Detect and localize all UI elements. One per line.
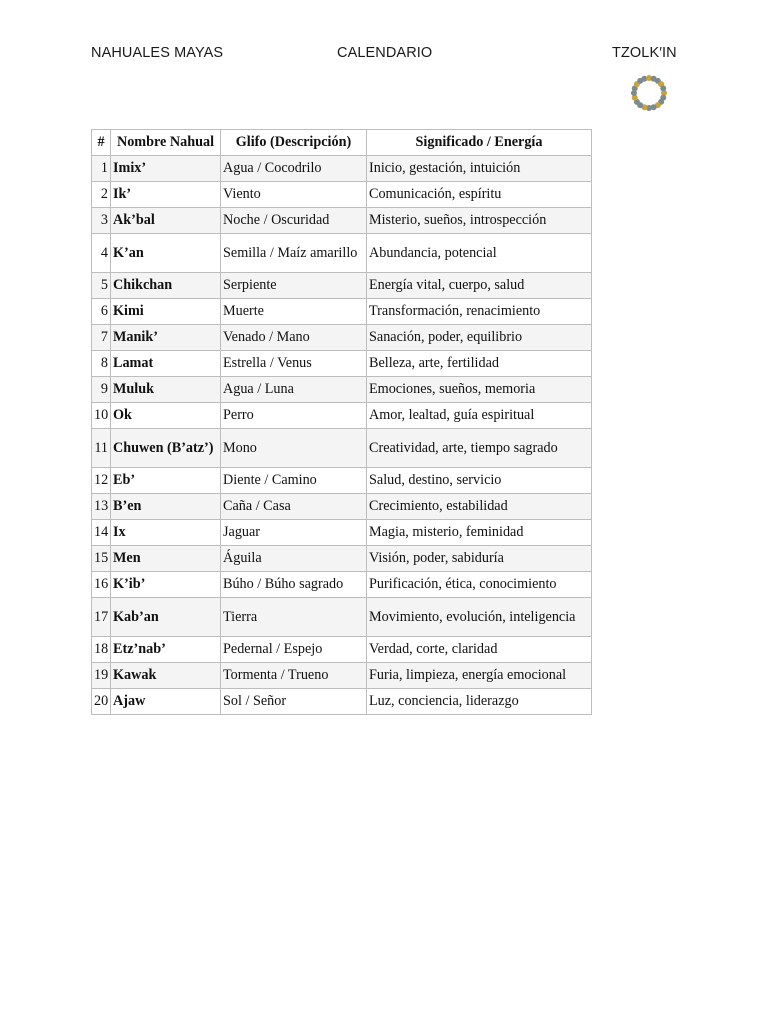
cell-nombre-nahual: Ik’ [111,182,221,208]
cell-nombre-nahual: Ix [111,520,221,546]
table-row [92,234,592,273]
cell-significado: Salud, destino, servicio [367,468,592,494]
column-header-nombre: Nombre Nahual [111,130,221,156]
cell-number: 3 [92,208,111,234]
cell-nombre-nahual: Kawak [111,663,221,689]
table-row [92,156,592,182]
cell-nombre-nahual: Ajaw [111,689,221,715]
table-row [92,689,592,715]
table-row [92,325,592,351]
cell-glifo: Muerte [221,299,367,325]
cell-glifo: Tierra [221,598,367,637]
cell-number: 8 [92,351,111,377]
table-row [92,273,592,299]
table-header-row [92,130,592,156]
cell-number: 1 [92,156,111,182]
table-row [92,546,592,572]
cell-glifo: Mono [221,429,367,468]
cell-significado: Visión, poder, sabiduría [367,546,592,572]
cell-number: 5 [92,273,111,299]
cell-glifo: Agua / Luna [221,377,367,403]
cell-significado: Energía vital, cuerpo, salud [367,273,592,299]
cell-significado: Creatividad, arte, tiempo sagrado [367,429,592,468]
cell-significado: Misterio, sueños, introspección [367,208,592,234]
cell-number: 7 [92,325,111,351]
cell-glifo: Diente / Camino [221,468,367,494]
cell-nombre-nahual: K’an [111,234,221,273]
cell-significado: Belleza, arte, fertilidad [367,351,592,377]
cell-nombre-nahual: Manik’ [111,325,221,351]
cell-nombre-nahual: Eb’ [111,468,221,494]
cell-significado: Amor, lealtad, guía espiritual [367,403,592,429]
cell-nombre-nahual: Men [111,546,221,572]
cell-glifo: Agua / Cocodrilo [221,156,367,182]
table-row [92,598,592,637]
table-row [92,351,592,377]
cell-number: 16 [92,572,111,598]
cell-significado: Emociones, sueños, memoria [367,377,592,403]
cell-nombre-nahual: Kab’an [111,598,221,637]
cell-significado: Luz, conciencia, liderazgo [367,689,592,715]
cell-significado: Transformación, renacimiento [367,299,592,325]
cell-number: 19 [92,663,111,689]
cell-number: 6 [92,299,111,325]
cell-nombre-nahual: Lamat [111,351,221,377]
table-row [92,520,592,546]
cell-number: 20 [92,689,111,715]
cell-number: 13 [92,494,111,520]
cell-nombre-nahual: Chuwen (B’atz’) [111,429,221,468]
table-row [92,494,592,520]
cell-glifo: Caña / Casa [221,494,367,520]
cell-significado: Inicio, gestación, intuición [367,156,592,182]
table-row [92,182,592,208]
table-row [92,403,592,429]
cell-number: 9 [92,377,111,403]
cell-number: 11 [92,429,111,468]
cell-significado: Furia, limpieza, energía emocional [367,663,592,689]
cell-glifo: Serpiente [221,273,367,299]
cell-glifo: Semilla / Maíz amarillo [221,234,367,273]
table-row [92,299,592,325]
table-row [92,377,592,403]
cell-glifo: Sol / Señor [221,689,367,715]
cell-nombre-nahual: Etz’nab’ [111,637,221,663]
table-row [92,208,592,234]
cell-significado: Comunicación, espíritu [367,182,592,208]
cell-significado: Sanación, poder, equilibrio [367,325,592,351]
cell-glifo: Jaguar [221,520,367,546]
cell-nombre-nahual: Chikchan [111,273,221,299]
glyph-dot [660,85,666,91]
circular-glyph-ring-icon [629,73,669,113]
cell-significado: Abundancia, potencial [367,234,592,273]
cell-number: 2 [92,182,111,208]
cell-glifo: Venado / Mano [221,325,367,351]
table-row [92,572,592,598]
table-row [92,663,592,689]
cell-number: 12 [92,468,111,494]
column-header-glifo: Glifo (Descripción) [221,130,367,156]
cell-number: 14 [92,520,111,546]
nahuales-table [91,129,592,715]
cell-significado: Verdad, corte, claridad [367,637,592,663]
cell-significado: Purificación, ética, conocimiento [367,572,592,598]
cell-nombre-nahual: Kimi [111,299,221,325]
cell-nombre-nahual: Ak’bal [111,208,221,234]
cell-glifo: Pedernal / Espejo [221,637,367,663]
cell-glifo: Estrella / Venus [221,351,367,377]
cell-nombre-nahual: Imix’ [111,156,221,182]
column-header-significado: Significado / Energía [367,130,592,156]
cell-glifo: Búho / Búho sagrado [221,572,367,598]
cell-glifo: Viento [221,182,367,208]
cell-glifo: Noche / Oscuridad [221,208,367,234]
cell-number: 10 [92,403,111,429]
cell-glifo: Águila [221,546,367,572]
cell-number: 15 [92,546,111,572]
table-row [92,468,592,494]
cell-glifo: Perro [221,403,367,429]
cell-glifo: Tormenta / Trueno [221,663,367,689]
cell-significado: Movimiento, evolución, inteligencia [367,598,592,637]
cell-significado: Magia, misterio, feminidad [367,520,592,546]
table-row [92,637,592,663]
header-left-title: NAHUALES MAYAS [91,45,224,61]
cell-nombre-nahual: K’ib’ [111,572,221,598]
cell-nombre-nahual: B’en [111,494,221,520]
cell-number: 18 [92,637,111,663]
cell-number: 4 [92,234,111,273]
cell-significado: Crecimiento, estabilidad [367,494,592,520]
header-right-title: TZOLK′IN [612,45,677,61]
header-center-title: CALENDARIO [337,45,433,61]
table-row [92,429,592,468]
cell-nombre-nahual: Muluk [111,377,221,403]
cell-number: 17 [92,598,111,637]
column-header-number: # [92,130,111,156]
cell-nombre-nahual: Ok [111,403,221,429]
